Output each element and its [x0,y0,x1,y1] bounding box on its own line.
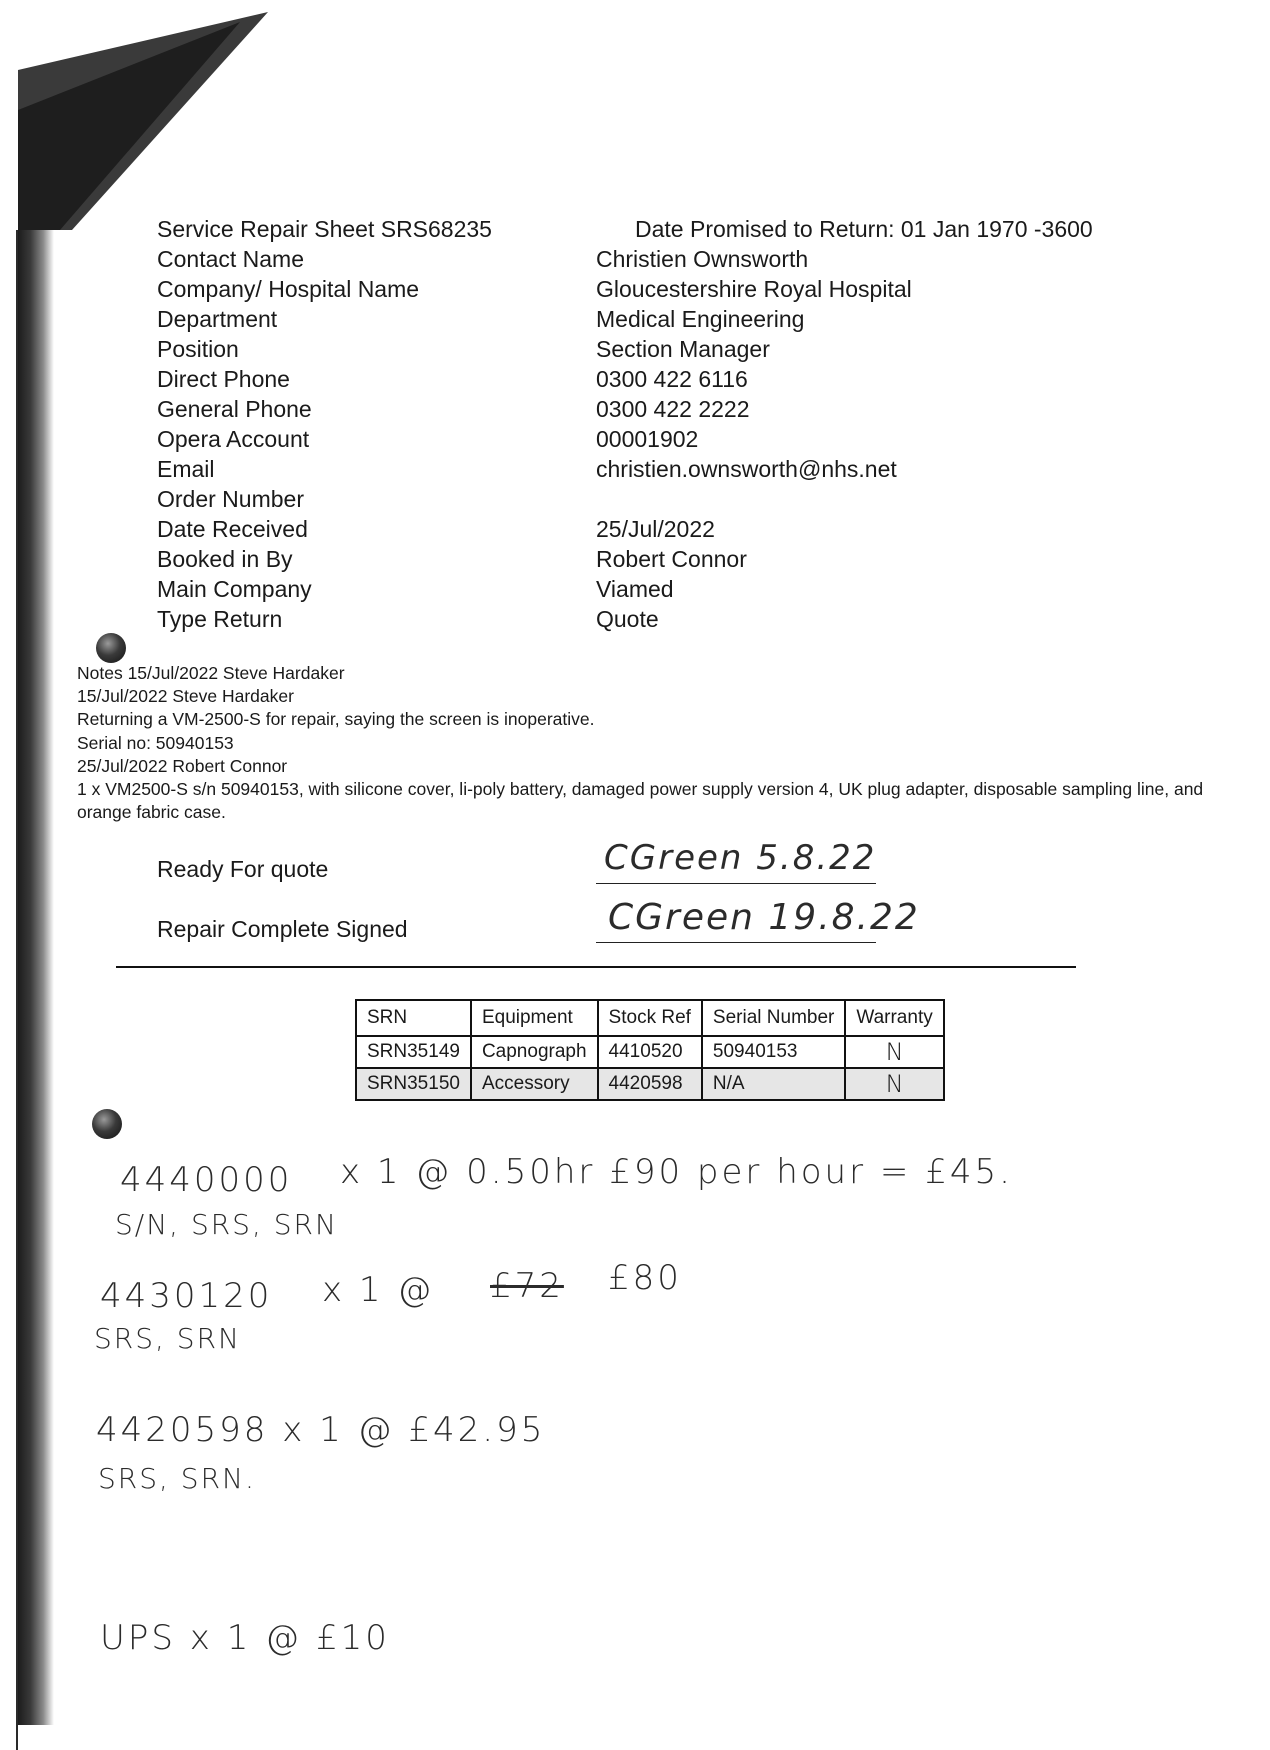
field-value: Section Manager [596,336,770,362]
sheet-title: Service Repair Sheet SRS68235 [157,216,492,242]
table-cell: 50940153 [702,1036,845,1068]
field-value: 00001902 [596,426,699,452]
notes-line: Notes 15/Jul/2022 Steve Hardaker [77,663,345,683]
scan-edge [0,0,18,1750]
field-value: 25/Jul/2022 [596,516,715,542]
notes-line: Returning a VM-2500-S for repair, saying the screen is inoperative. [77,709,595,730]
punch-hole [92,1109,122,1139]
handwritten-ref: S/N, SRS, SRN [115,1208,338,1241]
field-value: 0300 422 6116 [596,366,748,392]
folded-corner [0,0,280,230]
notes-section [77,662,1227,824]
date-promised: Date Promised to Return: 01 Jan 1970 -3600 [635,216,1093,242]
handwritten-struck-price: £72 [490,1266,564,1306]
field-label: Direct Phone [157,366,290,392]
field-label: Position [157,336,239,362]
field-label: Contact Name [157,246,305,272]
field-value: 0300 422 2222 [596,396,750,422]
table-cell: N/A [702,1068,845,1100]
field-label: Department [157,306,278,332]
table-row [356,1068,944,1100]
column-header: Warranty [845,1000,943,1036]
field-label: Booked in By [157,546,293,572]
field-value: Quote [596,606,659,632]
column-header: SRN [356,1000,471,1036]
handwritten-line: UPS x 1 @ £10 [100,1618,390,1658]
scan-shadow [18,150,54,1725]
field-value: Gloucestershire Royal Hospital [596,276,912,302]
handwritten-part-code: 4430120 [100,1276,273,1316]
field-label: General Phone [157,396,312,422]
column-header: Serial Number [702,1000,845,1036]
handwritten-ref: SRS, SRN. [98,1462,256,1495]
section-divider [116,966,1076,968]
table-cell: 4410520 [598,1036,702,1068]
field-value: Christien Ownsworth [596,246,809,272]
scan-bottom-margin [18,1726,1270,1750]
notes-line: 25/Jul/2022 Robert Connor [77,755,288,776]
field-value: Viamed [596,576,674,602]
signature-line [596,883,876,884]
repair-complete-label: Repair Complete Signed [157,916,408,942]
table-cell: SRN35150 [356,1068,471,1100]
field-label: Email [157,456,215,482]
warranty-cell: N [845,1068,943,1100]
handwritten-line: 4420598 x 1 @ £42.95 [96,1410,546,1450]
ready-for-quote-signature: CGreen 5.8.22 [604,838,877,878]
punch-hole [96,633,126,663]
notes-line: 1 x VM2500-S s/n 50940153, with silicone cover, li-poly battery, damaged power supply version 4, UK plug adapter, disposable sampling line, and orange fabric case. [77,779,1204,823]
warranty-cell: N [845,1036,943,1068]
equipment-table [355,999,945,1101]
table-row [356,1036,944,1068]
handwritten-part-code: 4440000 [120,1160,293,1200]
column-header: Stock Ref [598,1000,702,1036]
table-cell: Capnograph [471,1036,598,1068]
signature-line [596,942,876,943]
table-cell: SRN35149 [356,1036,471,1068]
table-cell: Accessory [471,1068,598,1100]
column-header: Equipment [471,1000,598,1036]
notes-line: 15/Jul/2022 Steve Hardaker [77,686,294,707]
table-header-row [356,1000,944,1036]
handwritten-price: £80 [608,1258,682,1298]
repair-complete-signature: CGreen 19.8.22 [608,897,920,938]
notes-line: Serial no: 50940153 [77,732,234,753]
field-label: Type Return [157,606,283,632]
handwritten-ref: SRS, SRN [94,1322,241,1355]
field-label: Order Number [157,486,304,512]
field-label: Main Company [157,576,312,602]
field-value: christien.ownsworth@nhs.net [596,456,897,482]
field-label: Opera Account [157,426,310,452]
handwritten-calc: x 1 @ 0.50hr £90 per hour = £45. [340,1152,1013,1192]
ready-for-quote-label: Ready For quote [157,856,329,882]
table-cell: 4420598 [598,1068,702,1100]
field-label: Company/ Hospital Name [157,276,420,302]
field-value: Robert Connor [596,546,747,572]
field-label: Date Received [157,516,308,542]
handwritten-qty: x 1 @ [322,1270,435,1310]
field-value: Medical Engineering [596,306,805,332]
